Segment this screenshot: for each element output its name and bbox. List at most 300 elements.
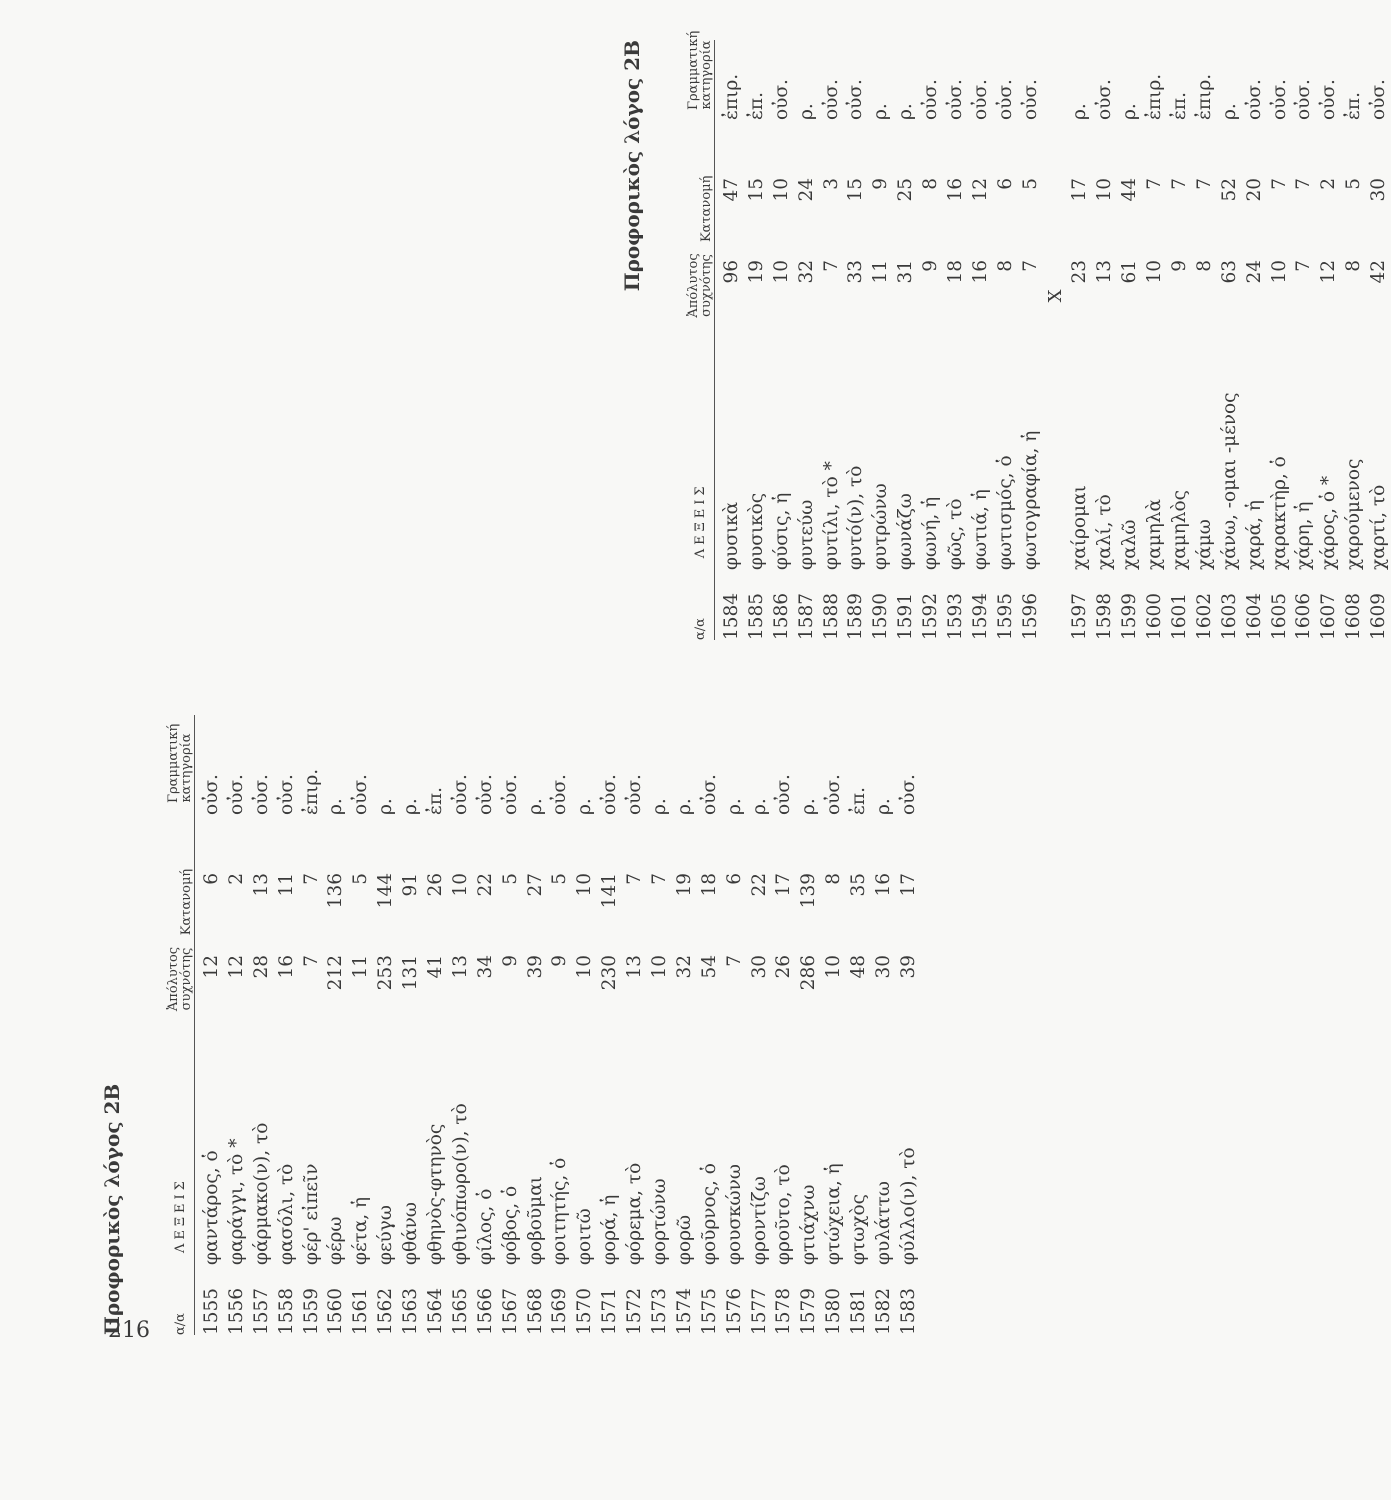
entry-distribution: 7	[648, 873, 670, 885]
entry-number: 1608	[1343, 592, 1365, 640]
entry-number: 1575	[698, 1287, 720, 1335]
entry-category: οὐσ.	[770, 79, 792, 120]
table-row	[373, 715, 398, 1335]
entry-category: οὐσ.	[275, 774, 297, 815]
table-row	[622, 715, 647, 1335]
entry-word: χαμηλὸς	[1168, 489, 1190, 570]
entry-number: 1579	[798, 1287, 820, 1335]
entry-frequency: 34	[474, 955, 496, 979]
entry-frequency: 131	[400, 955, 422, 991]
entry-distribution: 8	[920, 178, 942, 190]
entry-number: 1578	[773, 1287, 795, 1335]
entry-number: 1587	[795, 592, 817, 640]
entry-number: 1599	[1119, 592, 1141, 640]
table-row	[843, 40, 868, 640]
entry-distribution: 6	[200, 873, 222, 885]
entry-category: οὐσ.	[1268, 79, 1290, 120]
entry-distribution: 12	[969, 178, 991, 202]
table-row	[747, 715, 772, 1335]
entry-distribution: 7	[1293, 178, 1315, 190]
entry-number: 1576	[723, 1287, 745, 1335]
entry-frequency: 12	[225, 955, 247, 979]
entry-number: 1562	[375, 1287, 397, 1335]
table-row	[794, 40, 819, 640]
table-row	[993, 40, 1018, 640]
table-row	[348, 715, 373, 1335]
entry-category: οὐσ.	[944, 79, 966, 120]
entry-word: φυσικὸς	[745, 492, 767, 570]
entry-word: φύλλο(ν), τὸ	[897, 1147, 919, 1265]
entry-frequency: 33	[845, 260, 867, 284]
entry-word: φαντάρος, ὁ	[200, 1150, 222, 1265]
right-table-header	[656, 30, 715, 640]
entry-category: ἐπ.	[1168, 92, 1190, 120]
entry-word: φόβος, ὁ	[499, 1185, 521, 1265]
entry-frequency: 10	[770, 260, 792, 284]
header-number: α/α	[173, 1313, 189, 1335]
entry-frequency: 7	[300, 955, 322, 967]
entry-distribution: 11	[275, 873, 297, 897]
entry-frequency: 31	[895, 260, 917, 284]
entry-word: φέρ' εἰπεῖν	[300, 1163, 322, 1265]
table-row	[672, 715, 697, 1335]
entry-category: ρ.	[400, 798, 422, 815]
entry-distribution: 17	[773, 873, 795, 897]
table-row	[1018, 40, 1043, 640]
entry-category: ρ.	[524, 798, 546, 815]
entry-distribution: 5	[1019, 178, 1041, 190]
table-row	[871, 715, 896, 1335]
table-row	[1341, 40, 1366, 640]
letter-section-divider	[1043, 40, 1068, 640]
entry-distribution: 5	[350, 873, 372, 885]
entry-number: 1571	[599, 1287, 621, 1335]
entry-number: 1577	[748, 1287, 770, 1335]
table-row	[771, 715, 796, 1335]
entry-word: φροῦτο, τὸ	[773, 1164, 795, 1265]
entry-frequency: 26	[773, 955, 795, 979]
entry-frequency: 61	[1119, 260, 1141, 284]
entry-category: ρ.	[1119, 103, 1141, 120]
entry-category: οὐσ.	[1368, 79, 1390, 120]
entry-number: 1558	[275, 1287, 297, 1335]
entry-word: χάμω	[1193, 519, 1215, 570]
entry-distribution: 16	[944, 178, 966, 202]
entry-number: 1604	[1243, 592, 1265, 640]
entry-word: φέρω	[325, 1216, 347, 1265]
entry-category: ρ.	[870, 103, 892, 120]
entry-distribution: 19	[673, 873, 695, 897]
right-table-body	[715, 40, 1391, 640]
entry-frequency: 12	[200, 955, 222, 979]
entry-category: ρ.	[648, 798, 670, 815]
left-table-header	[136, 715, 195, 1335]
entry-word: φουσκώνω	[723, 1164, 745, 1265]
entry-word: χάνω, -ομαι -μένος	[1218, 392, 1240, 570]
table-row	[249, 715, 274, 1335]
header-frequency: Ἀπόλυτος συχνότης	[685, 253, 715, 318]
entry-word: φύσις, ἡ	[770, 492, 792, 570]
entry-category: ρ.	[895, 103, 917, 120]
entry-distribution: 47	[720, 178, 742, 202]
table-row	[1117, 40, 1142, 640]
table-row	[473, 715, 498, 1335]
table-row	[323, 715, 348, 1335]
entry-word: φεύγω	[375, 1205, 397, 1265]
entry-word: φωτισμός, ὁ	[994, 455, 1016, 570]
entry-distribution: 27	[524, 873, 546, 897]
entry-number: 1569	[549, 1287, 571, 1335]
entry-word: χαρούμενος	[1343, 458, 1365, 570]
entry-category: οὐσ.	[499, 774, 521, 815]
entry-frequency: 7	[1019, 260, 1041, 272]
entry-category: οὐσ.	[200, 774, 222, 815]
table-row	[299, 715, 324, 1335]
entry-distribution: 10	[574, 873, 596, 897]
table-row	[1192, 40, 1217, 640]
entry-frequency: 13	[1094, 260, 1116, 284]
entry-word: φθινόπωρο(ν), τὸ	[449, 1103, 471, 1265]
entry-number: 1572	[624, 1287, 646, 1335]
entry-word: χαίρομαι	[1069, 485, 1091, 570]
entry-number: 1557	[250, 1287, 272, 1335]
entry-distribution: 91	[400, 873, 422, 897]
entry-number: 1581	[848, 1287, 870, 1335]
entry-number: 1607	[1318, 592, 1340, 640]
entry-number: 1591	[895, 592, 917, 640]
entry-word: χαμηλὰ	[1144, 498, 1166, 570]
entry-distribution: 22	[748, 873, 770, 897]
entry-distribution: 15	[845, 178, 867, 202]
entry-word: φέτα, ἡ	[350, 1196, 372, 1265]
entry-word: χαρακτὴρ, ὁ	[1268, 456, 1290, 570]
entry-word: φτιάχνω	[798, 1184, 820, 1265]
entry-number: 1594	[969, 592, 991, 640]
entry-category: ἐπιρ.	[1193, 73, 1215, 120]
page-number: 216	[108, 1318, 150, 1343]
entry-category: οὐσ.	[698, 774, 720, 815]
entry-category: οὐσ.	[1318, 79, 1340, 120]
entry-distribution: 2	[225, 873, 247, 885]
letter-chi-mark: X	[1044, 289, 1066, 303]
entry-distribution: 10	[1094, 178, 1116, 202]
entry-frequency: 9	[499, 955, 521, 967]
entry-number: 1588	[820, 592, 842, 640]
entry-number: 1566	[474, 1287, 496, 1335]
entry-word: φοιτῶ	[574, 1208, 596, 1265]
table-row	[846, 715, 871, 1335]
entry-word: φασόλι, τὸ	[275, 1163, 297, 1265]
entry-distribution: 22	[474, 873, 496, 897]
entry-frequency: 63	[1218, 260, 1240, 284]
entry-frequency: 16	[969, 260, 991, 284]
table-row	[918, 40, 943, 640]
entry-word: φόρεμα, τὸ	[624, 1162, 646, 1265]
entry-frequency: 212	[325, 955, 347, 991]
entry-category: ἐπ.	[424, 787, 446, 815]
entry-frequency: 18	[944, 260, 966, 284]
entry-category: ἐπ.	[1343, 92, 1365, 120]
entry-category: ρ.	[325, 798, 347, 815]
entry-category: οὐσ.	[920, 79, 942, 120]
entry-frequency: 9	[549, 955, 571, 967]
entry-word: χαρά, ἡ	[1243, 500, 1265, 570]
entry-frequency: 253	[375, 955, 397, 991]
entry-distribution: 5	[499, 873, 521, 885]
entry-number: 1596	[1019, 592, 1041, 640]
entry-number: 1586	[770, 592, 792, 640]
entry-word: φοβοῦμαι	[524, 1176, 546, 1265]
table-row	[744, 40, 769, 640]
entry-number: 1561	[350, 1287, 372, 1335]
entry-number: 1601	[1168, 592, 1190, 640]
entry-category: οὐσ.	[897, 774, 919, 815]
entry-number: 1573	[648, 1287, 670, 1335]
entry-distribution: 17	[1069, 178, 1091, 202]
table-row	[896, 715, 921, 1335]
entry-number: 1565	[449, 1287, 471, 1335]
entry-number: 1603	[1218, 592, 1240, 640]
table-row	[448, 715, 473, 1335]
table-row	[1217, 40, 1242, 640]
entry-number: 1560	[325, 1287, 347, 1335]
table-row	[1242, 40, 1267, 640]
table-row	[523, 715, 548, 1335]
entry-category: ρ.	[673, 798, 695, 815]
entry-word: φυτό(ν), τὸ	[845, 465, 867, 570]
header-category: Γραμματική κατηγορία	[685, 30, 715, 110]
entry-distribution: 2	[1318, 178, 1340, 190]
entry-word: φωνή, ἡ	[920, 496, 942, 570]
right-rows-phi	[719, 40, 1043, 640]
entry-category: οὐσ.	[350, 774, 372, 815]
table-row	[199, 715, 224, 1335]
entry-category: οὐσ.	[994, 79, 1016, 120]
table-row	[597, 715, 622, 1335]
entry-frequency: 54	[698, 955, 720, 979]
entry-distribution: 6	[994, 178, 1016, 190]
entry-frequency: 42	[1368, 260, 1390, 284]
entry-distribution: 24	[795, 178, 817, 202]
entry-word: χάρος, ὁ *	[1318, 475, 1340, 570]
right-running-title: Προφορικὸς λόγος 2Β	[620, 40, 644, 292]
header-frequency: Ἀπόλυτος συχνότης	[165, 946, 195, 1012]
entry-distribution: 7	[300, 873, 322, 885]
entry-frequency: 10	[1144, 260, 1166, 284]
entry-distribution: 26	[424, 873, 446, 897]
entry-distribution: 10	[770, 178, 792, 202]
entry-number: 1563	[400, 1287, 422, 1335]
entry-category: οὐσ.	[1094, 79, 1116, 120]
entry-category: οὐσ.	[549, 774, 571, 815]
entry-word: φορῶ	[673, 1214, 695, 1265]
table-row	[722, 715, 747, 1335]
table-row	[647, 715, 672, 1335]
entry-word: φτωχὸς	[848, 1194, 870, 1265]
entry-distribution: 6	[723, 873, 745, 885]
entry-frequency: 10	[1268, 260, 1290, 284]
entry-frequency: 13	[624, 955, 646, 979]
entry-number: 1609	[1368, 592, 1390, 640]
entry-category: οὐσ.	[474, 774, 496, 815]
entry-word: φάρμακο(ν), τὸ	[250, 1122, 272, 1265]
entry-word: φωτιά, ἡ	[969, 489, 991, 570]
entry-number: 1564	[424, 1287, 446, 1335]
table-row	[819, 40, 844, 640]
table-row	[868, 40, 893, 640]
entry-number: 1568	[524, 1287, 546, 1335]
entry-word: φυλάττω	[872, 1181, 894, 1265]
entry-number: 1606	[1293, 592, 1315, 640]
entry-distribution: 7	[1144, 178, 1166, 190]
entry-distribution: 8	[823, 873, 845, 885]
table-row	[1092, 40, 1117, 640]
entry-category: ρ.	[748, 798, 770, 815]
table-row	[697, 715, 722, 1335]
entry-category: ρ.	[1069, 103, 1091, 120]
entry-frequency: 286	[798, 955, 820, 991]
entry-word: χαρτί, τὸ	[1368, 484, 1390, 570]
entry-distribution: 17	[897, 873, 919, 897]
table-row	[821, 715, 846, 1335]
entry-frequency: 10	[823, 955, 845, 979]
entry-number: 1567	[499, 1287, 521, 1335]
entry-number: 1595	[994, 592, 1016, 640]
table-row	[423, 715, 448, 1335]
entry-category: οὐσ.	[624, 774, 646, 815]
entry-distribution: 35	[848, 873, 870, 897]
entry-category: ἐπιρ.	[300, 768, 322, 815]
table-row	[1167, 40, 1192, 640]
entry-category: ρ.	[872, 798, 894, 815]
entry-category: ἐπιρ.	[1144, 73, 1166, 120]
entry-frequency: 9	[920, 260, 942, 272]
entry-number: 1602	[1193, 592, 1215, 640]
entry-number: 1605	[1268, 592, 1290, 640]
entry-frequency: 30	[748, 955, 770, 979]
entry-word: φυτίλι, τὸ *	[820, 461, 842, 570]
entry-word: φτώχεια, ἡ	[823, 1163, 845, 1265]
entry-category: οὐσ.	[449, 774, 471, 815]
entry-word: φοῦρνος, ὁ	[698, 1163, 720, 1265]
entry-category: ρ.	[574, 798, 596, 815]
entry-word: φορά, ἡ	[599, 1194, 621, 1265]
entry-frequency: 13	[449, 955, 471, 979]
entry-category: οὐσ.	[823, 774, 845, 815]
table-row	[796, 715, 821, 1335]
entry-frequency: 39	[897, 955, 919, 979]
entry-distribution: 30	[1368, 178, 1390, 202]
entry-category: ρ.	[1218, 103, 1240, 120]
entry-distribution: 52	[1218, 178, 1240, 202]
entry-number: 1555	[200, 1287, 222, 1335]
entry-frequency: 41	[424, 955, 446, 979]
header-number: α/α	[693, 618, 709, 640]
header-distribution: Κατανομή	[179, 868, 195, 936]
entry-frequency: 32	[673, 955, 695, 979]
entry-number: 1584	[720, 592, 742, 640]
entry-word: φυτρώνω	[870, 483, 892, 570]
table-row	[1067, 40, 1092, 640]
entry-frequency: 24	[1243, 260, 1265, 284]
entry-word: φωνάζω	[895, 493, 917, 570]
entry-distribution: 25	[895, 178, 917, 202]
entry-frequency: 10	[648, 955, 670, 979]
entry-category: ἐπ.	[745, 92, 767, 120]
entry-distribution: 20	[1243, 178, 1265, 202]
entry-frequency: 16	[275, 955, 297, 979]
entry-category: οὐσ.	[599, 774, 621, 815]
entry-word: φωτογραφία, ἡ	[1019, 430, 1041, 570]
entry-word: φθάνω	[400, 1202, 422, 1265]
entry-frequency: 7	[723, 955, 745, 967]
table-row	[224, 715, 249, 1335]
entry-category: οὐσ.	[225, 774, 247, 815]
entry-number: 1559	[300, 1287, 322, 1335]
entry-category: οὐσ.	[1019, 79, 1041, 120]
entry-frequency: 32	[795, 260, 817, 284]
entry-frequency: 11	[350, 955, 372, 979]
right-rows-chi	[1067, 40, 1391, 640]
entry-frequency: 8	[1343, 260, 1365, 272]
entry-frequency: 30	[872, 955, 894, 979]
entry-frequency: 7	[1293, 260, 1315, 272]
entry-category: οὐσ.	[969, 79, 991, 120]
entry-category: ρ.	[723, 798, 745, 815]
table-row	[893, 40, 918, 640]
entry-frequency: 8	[1193, 260, 1215, 272]
entry-category: ἐπ.	[848, 787, 870, 815]
entry-word: φίλος, ὁ	[474, 1188, 496, 1265]
entry-category: οὐσ.	[250, 774, 272, 815]
entry-number: 1589	[845, 592, 867, 640]
header-words: ΛΕΞΕΙΣ	[173, 1177, 189, 1253]
entry-category: οὐσ.	[773, 774, 795, 815]
entry-word: φοιτητής, ὁ	[549, 1157, 571, 1265]
table-row	[572, 715, 597, 1335]
entry-number: 1598	[1094, 592, 1116, 640]
table-row	[1291, 40, 1316, 640]
entry-frequency: 39	[524, 955, 546, 979]
entry-frequency: 10	[574, 955, 596, 979]
entry-category: οὐσ.	[845, 79, 867, 120]
entry-category: οὐσ.	[1293, 79, 1315, 120]
table-row	[398, 715, 423, 1335]
entry-word: φυσικὰ	[720, 501, 742, 570]
entry-frequency: 19	[745, 260, 767, 284]
entry-frequency: 8	[994, 260, 1016, 272]
entry-word: χαλῶ	[1119, 519, 1141, 570]
entry-distribution: 139	[798, 873, 820, 909]
header-category: Γραμματική κατηγορία	[165, 723, 195, 803]
header-words: ΛΕΞΕΙΣ	[693, 482, 709, 559]
entry-category: ρ.	[798, 798, 820, 815]
entry-distribution: 18	[698, 873, 720, 897]
entry-frequency: 23	[1069, 260, 1091, 284]
entry-distribution: 7	[1168, 178, 1190, 190]
table-row	[943, 40, 968, 640]
entry-distribution: 15	[745, 178, 767, 202]
table-row	[547, 715, 572, 1335]
entry-word: χαλί, τὸ	[1094, 494, 1116, 570]
header-distribution: Κατανομή	[699, 175, 715, 243]
entry-distribution: 9	[870, 178, 892, 190]
table-row	[968, 40, 993, 640]
entry-distribution: 7	[1193, 178, 1215, 190]
table-row	[1267, 40, 1292, 640]
entry-frequency: 11	[870, 260, 892, 284]
entry-word: φαράγγι, τὸ *	[225, 1138, 247, 1265]
